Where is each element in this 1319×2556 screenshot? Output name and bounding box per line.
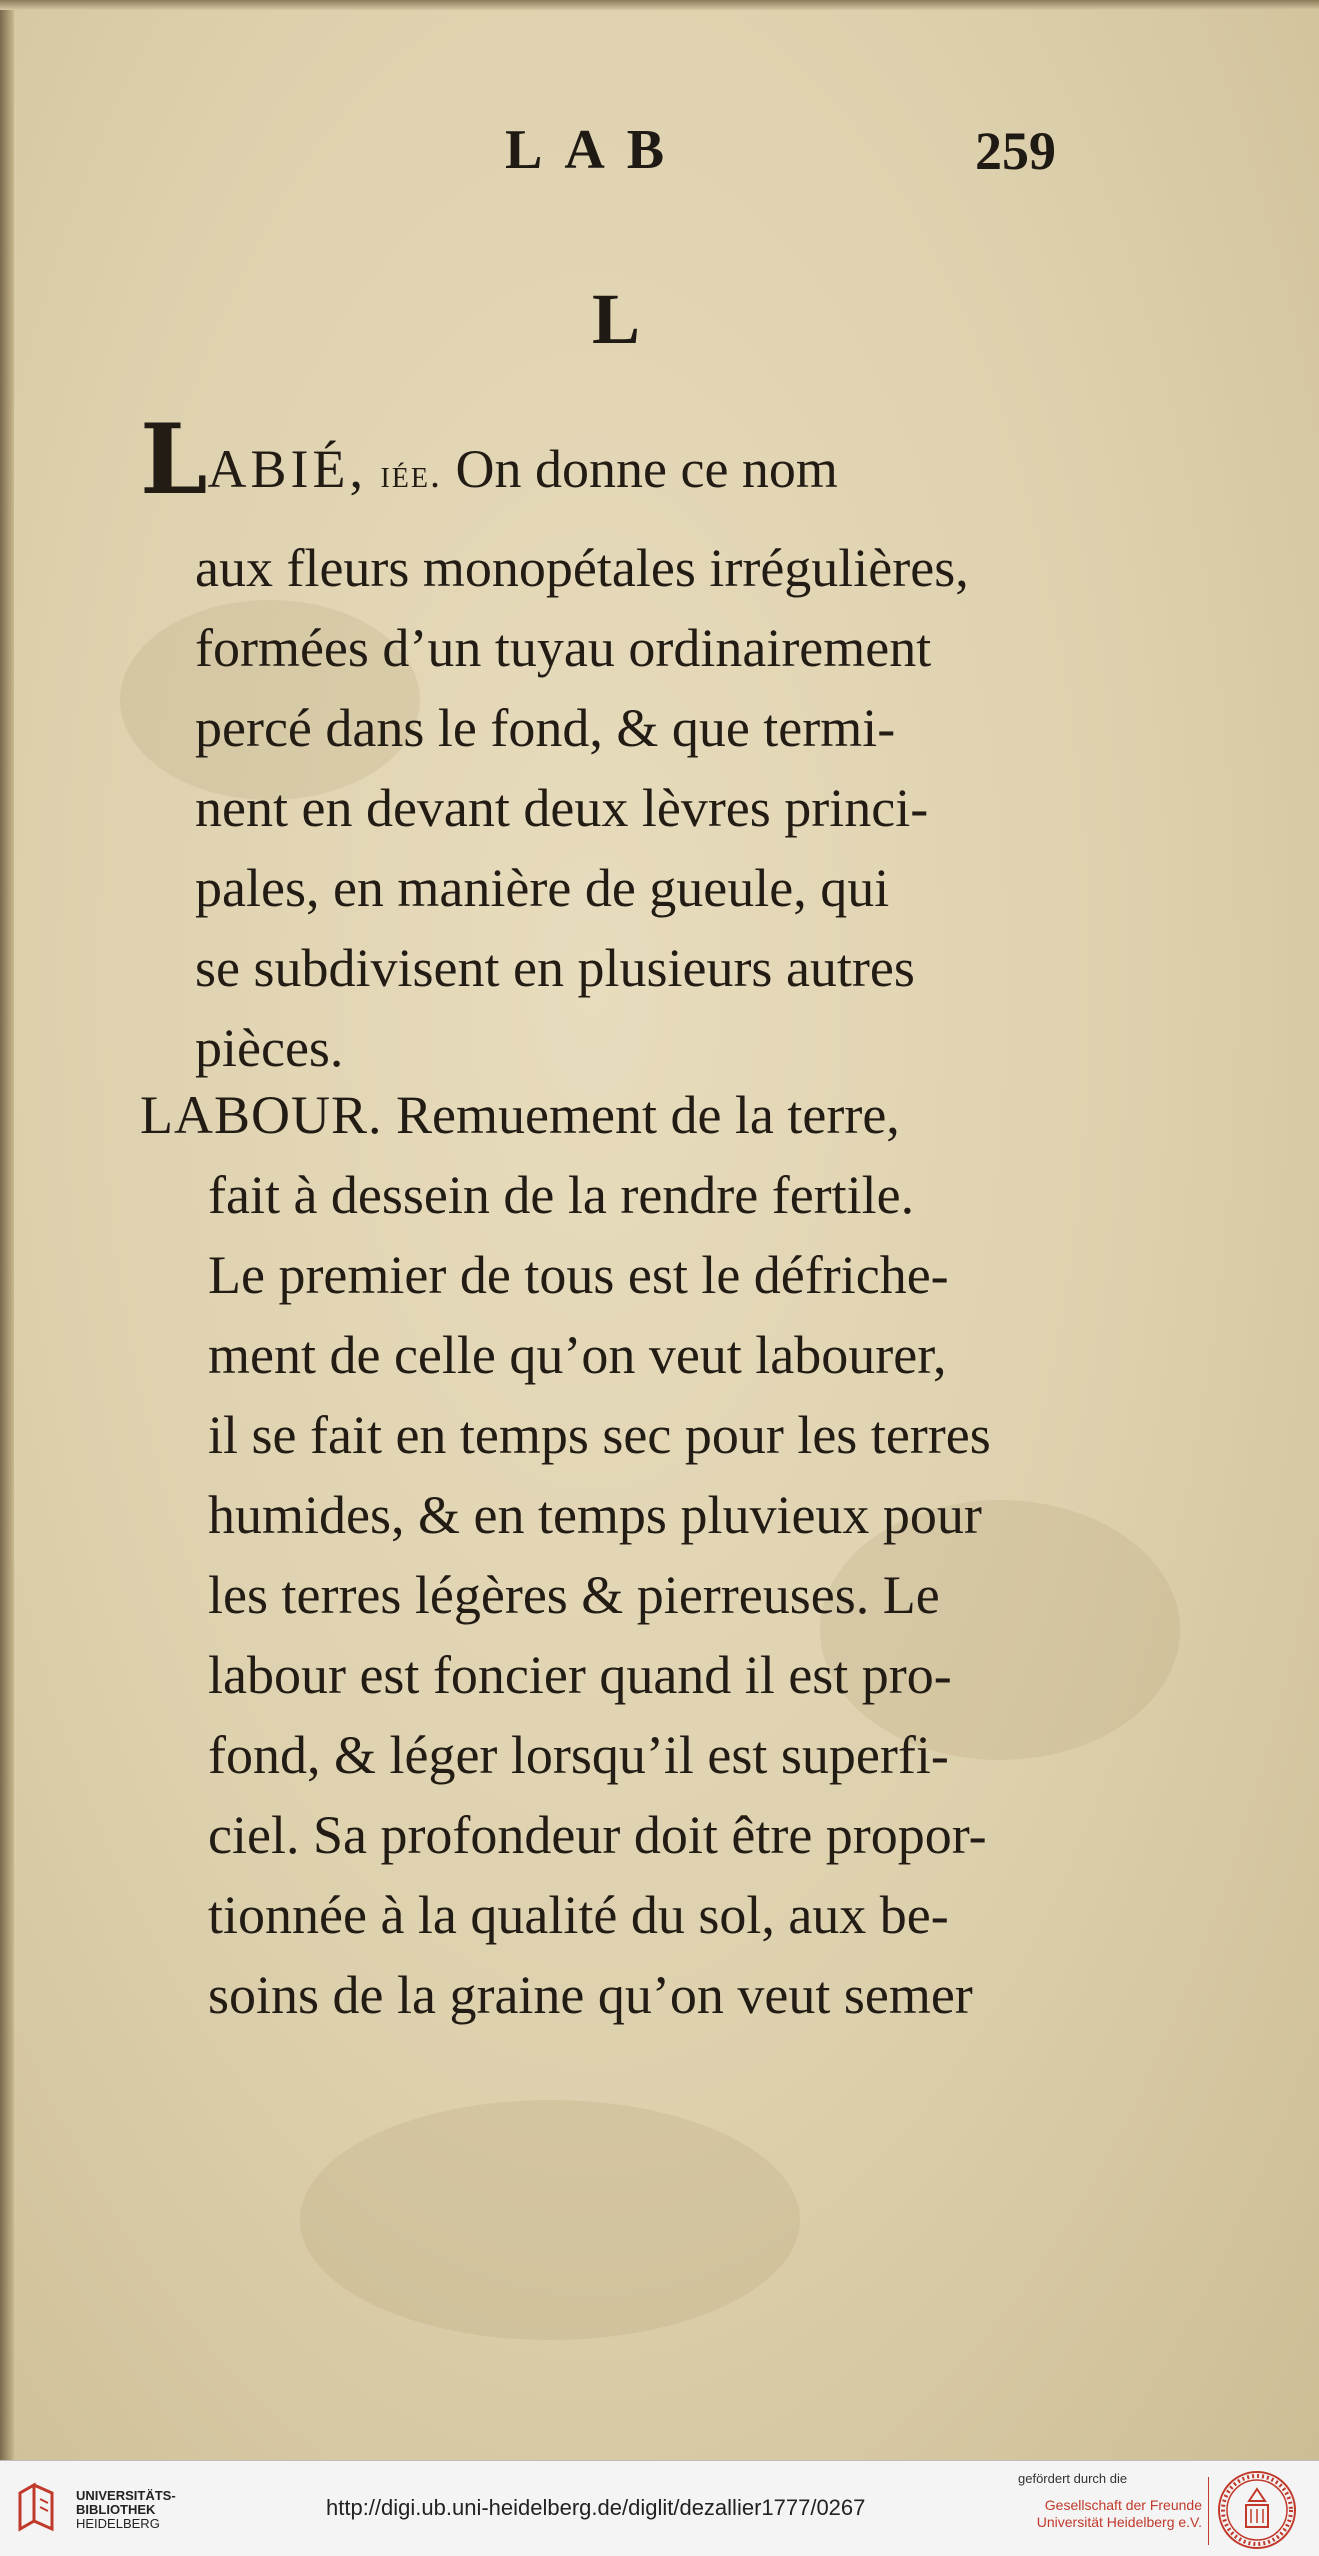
sponsor-name-line: Universität Heidelberg e.V. <box>1036 2514 1202 2530</box>
entry-line: se subdivisent en plusieurs autres <box>195 938 915 998</box>
entry-line: formées d’un tuyau ordinairement <box>195 618 932 678</box>
entry-line: soins de la graine qu’on veut semer <box>208 1965 973 2025</box>
library-name-line: BIBLIOTHEK <box>76 2502 156 2517</box>
entry-line: fait à dessein de la rendre fertile. <box>208 1165 915 1225</box>
entry-line: percé dans le fond, & que termi- <box>195 698 896 758</box>
page-header <box>0 118 1319 198</box>
running-head: LAB <box>505 119 687 181</box>
university-seal-icon[interactable] <box>1216 2469 1298 2551</box>
entry-first-line <box>140 403 838 516</box>
sponsor-label: gefördert durch die <box>1018 2471 1128 2486</box>
entry-feminine-form: iée. <box>380 451 443 496</box>
entry-text: Remuement de la terre, <box>396 1085 900 1145</box>
viewer-footer <box>0 2460 1319 2556</box>
entry-line: il se fait en temps sec pour les terres <box>208 1405 991 1465</box>
entry-line: pièces. <box>195 1018 344 1078</box>
entry-line: humides, & en temps pluvieux pour <box>208 1485 982 1545</box>
page-edge-left <box>0 0 14 2460</box>
entry-line: aux fleurs monopétales irrégulières, <box>195 538 969 598</box>
paper-stain <box>300 2100 800 2340</box>
library-name <box>76 2489 176 2531</box>
entry-line: nent en devant deux lèvres princi- <box>195 778 929 838</box>
page-edge-top <box>0 0 1319 10</box>
permalink[interactable]: http://digi.ub.uni-heidelberg.de/diglit/dezallier1777/0267 <box>326 2495 866 2520</box>
sponsor-name <box>1022 2497 1202 2531</box>
entry-text: On donne ce nom <box>455 439 838 499</box>
sponsor-name-line: Gesellschaft der Freunde <box>1044 2497 1202 2513</box>
entry-line: ciel. Sa profondeur doit être propor- <box>208 1805 987 1865</box>
entry-headword: ABIÉ, <box>207 439 367 499</box>
page-number: 259 <box>975 121 1056 181</box>
library-logo-icon[interactable] <box>12 2479 68 2539</box>
entry-line: ment de celle qu’on veut labourer, <box>208 1325 947 1385</box>
library-name-line: UNIVERSITÄTS- <box>76 2488 176 2503</box>
entry-line: fond, & léger lorsqu’il est superfi- <box>208 1725 949 1785</box>
entry-headword: LABOUR. <box>140 1085 383 1145</box>
entry-line: pales, en manière de gueule, qui <box>195 858 890 918</box>
entry-line: tionnée à la qualité du sol, aux be- <box>208 1885 949 1945</box>
drop-cap: L <box>140 403 208 516</box>
entry-line: Le premier de tous est le défriche- <box>208 1245 949 1305</box>
entry-line: les terres légères & pierreuses. Le <box>208 1565 940 1625</box>
library-name-line: HEIDELBERG <box>76 2516 160 2531</box>
entry-line: labour est foncier quand il est pro- <box>208 1645 952 1705</box>
entry-first-line <box>140 1075 900 1155</box>
footer-divider <box>1208 2477 1209 2545</box>
section-letter: L <box>592 279 641 359</box>
